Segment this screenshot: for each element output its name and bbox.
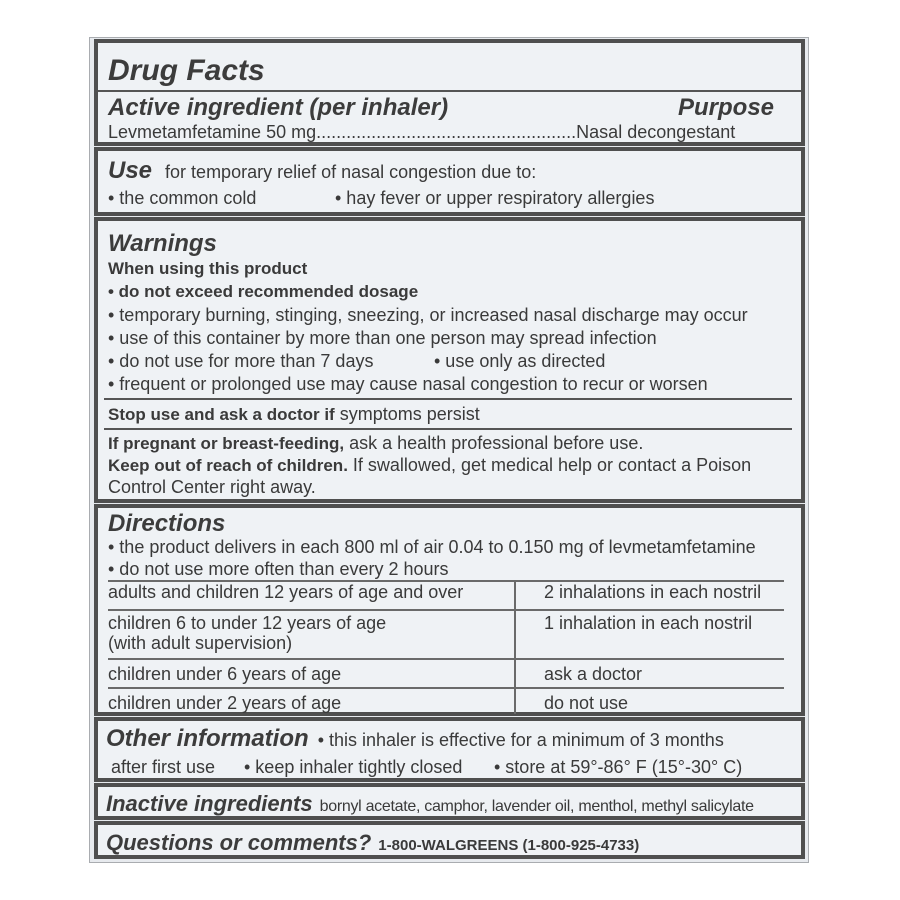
warning-item-7-days: • do not use for more than 7 days	[108, 351, 374, 371]
other-info-closed: • keep inhaler tightly closed	[244, 757, 463, 777]
warning-item-burning: • temporary burning, stinging, sneezing, or increased nasal discharge may occur	[108, 305, 748, 325]
other-info-effective: • this inhaler is effective for a minimum of 3 months	[317, 730, 724, 750]
when-using-subheading: When using this product	[108, 259, 308, 278]
inactive-ingredients-panel	[94, 783, 805, 820]
stop-use-label: Stop use and ask a doctor if	[108, 405, 335, 424]
directions-item-delivery: • the product delivers in each 800 ml of air 0.04 to 0.150 mg of levmetamfetamine	[108, 537, 756, 557]
other-information-panel	[94, 717, 805, 782]
directions-heading: Directions	[108, 510, 226, 537]
warnings-divider-1	[104, 398, 792, 400]
use-heading: Use	[108, 157, 153, 184]
active-ingredient-value: Levmetamfetamine 50 mg	[108, 122, 317, 142]
pregnant-label: If pregnant or breast-feeding,	[108, 434, 345, 453]
purpose-heading: Purpose	[678, 94, 775, 121]
age-cell	[108, 688, 515, 714]
active-ingredient-panel	[94, 39, 805, 146]
age-text: adults and children 12 years of age and over	[108, 582, 464, 602]
age-cell	[108, 610, 515, 659]
warnings-heading: Warnings	[108, 230, 217, 257]
age-text: children under 2 years of age	[108, 693, 342, 713]
dose-text: ask a doctor	[544, 664, 643, 684]
dosage-table	[108, 580, 784, 714]
other-info-line-1	[106, 726, 724, 752]
title-divider	[98, 90, 801, 92]
questions-panel	[94, 821, 805, 859]
questions-line	[106, 831, 639, 856]
leader-dots: ....................................................	[316, 122, 577, 142]
questions-phone: 1-800-WALGREENS (1-800-925-4733)	[378, 837, 640, 854]
dose-text: 1 inhalation in each nostril	[544, 613, 753, 633]
keep-out-label: Keep out of reach of children.	[108, 456, 348, 475]
drug-facts-title: Drug Facts	[108, 54, 265, 87]
warning-item-prolonged-use: • frequent or prolonged use may cause nasal congestion to recur or worsen	[108, 374, 708, 394]
inactive-text: bornyl acetate, camphor, lavender oil, menthol, methyl salicylate	[319, 798, 754, 815]
pregnant-text: ask a health professional before use.	[344, 433, 644, 453]
use-item-cold: • the common cold	[108, 188, 257, 208]
warnings-divider-2	[104, 428, 792, 430]
other-info-heading: Other information	[106, 725, 309, 752]
directions-panel	[94, 504, 805, 716]
drug-facts-label	[89, 37, 809, 863]
age-text: children under 6 years of age	[108, 664, 342, 684]
keep-out-line	[108, 455, 751, 476]
inactive-heading: Inactive ingredients	[106, 791, 313, 816]
dose-cell	[515, 659, 784, 688]
table-row	[108, 581, 784, 610]
age-text: children 6 to under 12 years of age	[108, 613, 387, 633]
dose-text: do not use	[544, 693, 629, 713]
directions-item-frequency: • do not use more often than every 2 hours	[108, 559, 449, 579]
use-line	[108, 158, 536, 184]
questions-heading: Questions or comments?	[106, 830, 372, 855]
table-row	[108, 610, 784, 659]
use-panel	[94, 147, 805, 216]
warning-item-dosage: • do not exceed recommended dosage	[108, 282, 419, 301]
keep-out-text: If swallowed, get medical help or contact a Poison	[347, 455, 752, 475]
active-ingredient-heading: Active ingredient (per inhaler)	[108, 94, 449, 121]
use-intro: for temporary relief of nasal congestion due to:	[165, 162, 537, 182]
other-info-storage: • store at 59°-86° F (15°-30° C)	[494, 757, 743, 777]
warning-item-infection: • use of this container by more than one person may spread infection	[108, 328, 657, 348]
warning-item-as-directed: • use only as directed	[434, 351, 606, 371]
dose-text: 2 inhalations in each nostril	[544, 582, 762, 602]
inactive-line	[106, 792, 754, 817]
age-text-note: (with adult supervision)	[108, 633, 293, 653]
active-ingredient-line	[108, 122, 735, 142]
purpose-value: Nasal decongestant	[576, 122, 736, 142]
dose-cell	[515, 688, 784, 714]
age-cell	[108, 581, 515, 610]
keep-out-line-2: Control Center right away.	[108, 477, 316, 497]
stop-use-text: symptoms persist	[334, 404, 480, 424]
use-item-allergies: • hay fever or upper respiratory allergies	[335, 188, 655, 208]
pregnant-line	[108, 433, 643, 454]
dose-cell	[515, 610, 784, 659]
warnings-panel	[94, 217, 805, 503]
stop-use-line	[108, 404, 480, 425]
dose-cell	[515, 581, 784, 610]
table-row	[108, 659, 784, 688]
other-info-first-use: after first use	[111, 757, 216, 777]
age-cell	[108, 659, 515, 688]
table-row	[108, 688, 784, 714]
